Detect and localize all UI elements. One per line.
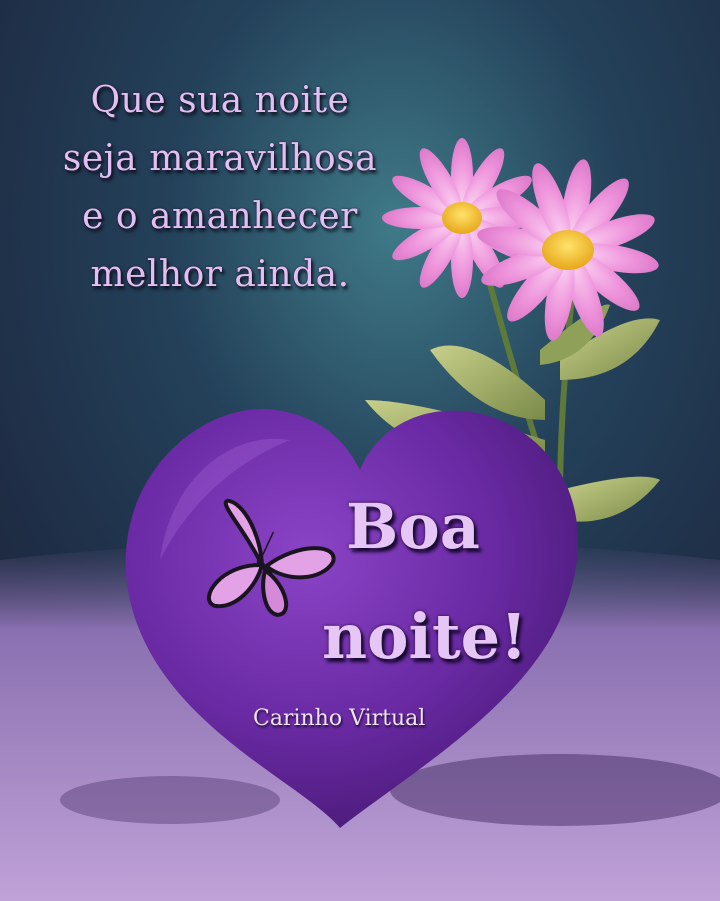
greeting-title-line-1: Boa: [346, 490, 480, 563]
message-line: seja maravilhosa: [62, 138, 378, 179]
message-line: Que sua noite: [90, 80, 350, 121]
greeting-title-line-2: noite!: [322, 600, 528, 673]
signature: Carinho Virtual: [253, 706, 426, 731]
message-line: melhor ainda.: [90, 254, 350, 295]
greeting-message: [30, 72, 410, 304]
message-line: e o amanhecer: [82, 196, 358, 237]
